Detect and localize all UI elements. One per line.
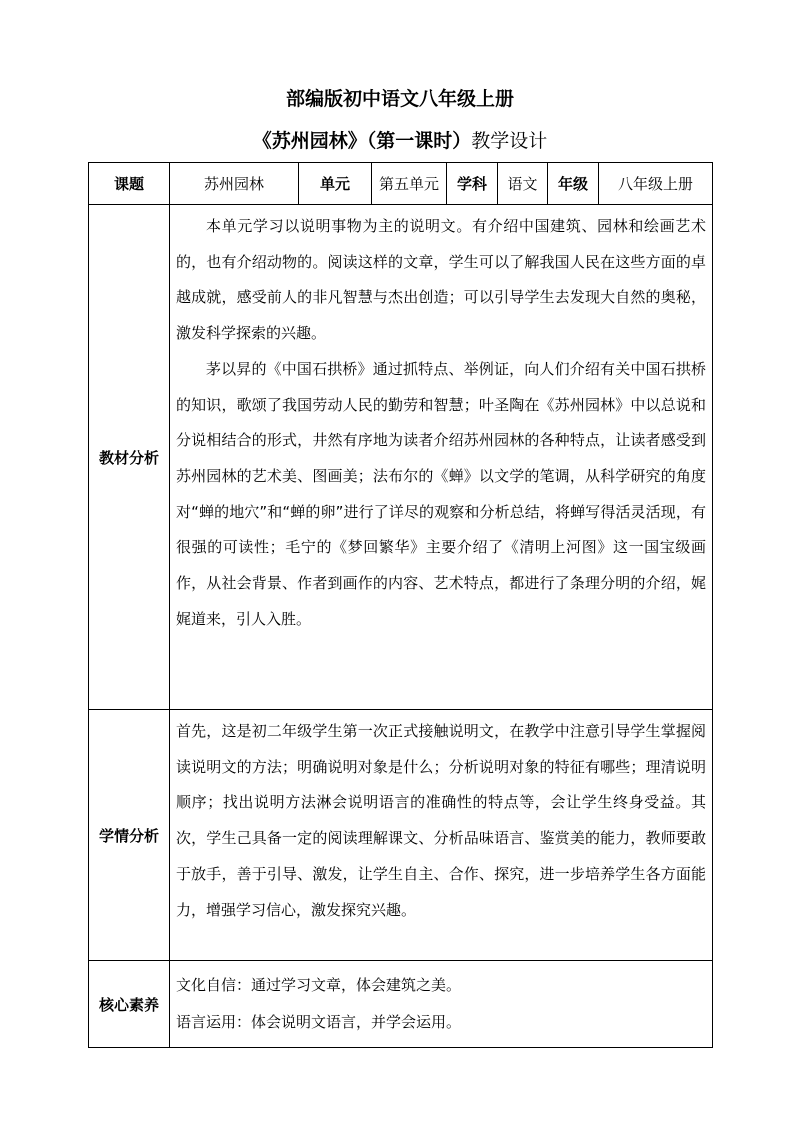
grade-value: 八年级上册 bbox=[599, 163, 713, 205]
student-analysis-row bbox=[89, 710, 713, 961]
core-literacy-content bbox=[170, 961, 713, 1048]
lesson-plan-table bbox=[88, 162, 713, 1048]
document-subtitle bbox=[0, 128, 800, 154]
core-line: 文化自信：通过学习文章，体会建筑之美。 bbox=[176, 976, 462, 994]
unit-value: 第五单元 bbox=[372, 163, 447, 205]
subject-value: 语文 bbox=[498, 163, 548, 205]
subtitle-lesson: 《苏州园林》（第一课时） bbox=[252, 130, 472, 152]
student-paragraph: 首先，这是初二年级学生第一次正式接触说明文，在教学中注意引导学生掌握阅读说明文的方法；明确说明对象是什么；分析说明对象的特征有哪些；理清说明顺序；找出说明方法淋会说明语言的准确性的特点等，会让学生终身受益。其次，学生己具备一定的阅读理解课文、分析品味语言、鉴赏美的能力，教师要敢于放手，善于引导、激发，让学生自主、合作、探究，进一步培养学生各方面能力，增强学习信心，激发探究兴趣。 bbox=[176, 722, 706, 919]
core-literacy-label: 核心素养 bbox=[89, 961, 170, 1048]
unit-label: 单元 bbox=[299, 163, 372, 205]
student-analysis-label: 学情分析 bbox=[89, 710, 170, 961]
topic-label: 课题 bbox=[89, 163, 170, 205]
core-line: 语言运用：体会说明文语言，并学会运用。 bbox=[176, 1013, 462, 1031]
material-analysis-content bbox=[170, 205, 713, 710]
grade-label: 年级 bbox=[548, 163, 599, 205]
material-analysis-row bbox=[89, 205, 713, 710]
topic-value: 苏州园林 bbox=[170, 163, 299, 205]
material-analysis-label: 教材分析 bbox=[89, 205, 170, 710]
header-row bbox=[89, 163, 713, 205]
material-paragraph: 茅以昇的《中国石拱桥》通过抓特点、举例证，向人们介绍有关中国石拱桥的知识，歌颂了我国劳动人民的勤劳和智慧；叶圣陶在《苏州园林》中以总说和分说相结合的形式，井然有序地为读者介绍苏州园林的各种特点，让读者感受到苏州园林的艺术美、图画美；法布尔的《蝉》以文学的笔调，从科学研究的角度对“蝉的地穴”和“蝉的卵”进行了详尽的观察和分析总结，将蝉写得活灵活现，有很强的可读性；毛宁的《梦回繁华》主要介绍了《清明上河图》这一国宝级画作，从社会背景、作者到画作的内容、艺术特点，都进行了条理分明的介绍，娓娓道来，引人入胜。 bbox=[176, 359, 706, 628]
subject-label: 学科 bbox=[447, 163, 498, 205]
material-paragraph: 本单元学习以说明事物为主的说明文。有介绍中国建筑、园林和绘画艺术的，也有介绍动物的。阅读这样的文章，学生可以了解我国人民在这些方面的卓越成就，感受前人的非凡智慧与杰出创造；可以引导学生去发现大自然的奥秘，激发科学探索的兴趣。 bbox=[176, 217, 706, 343]
student-analysis-content bbox=[170, 710, 713, 961]
core-literacy-row bbox=[89, 961, 713, 1048]
document-title: 部编版初中语文八年级上册 bbox=[285, 88, 514, 110]
subtitle-suffix: 教学设计 bbox=[471, 130, 548, 152]
